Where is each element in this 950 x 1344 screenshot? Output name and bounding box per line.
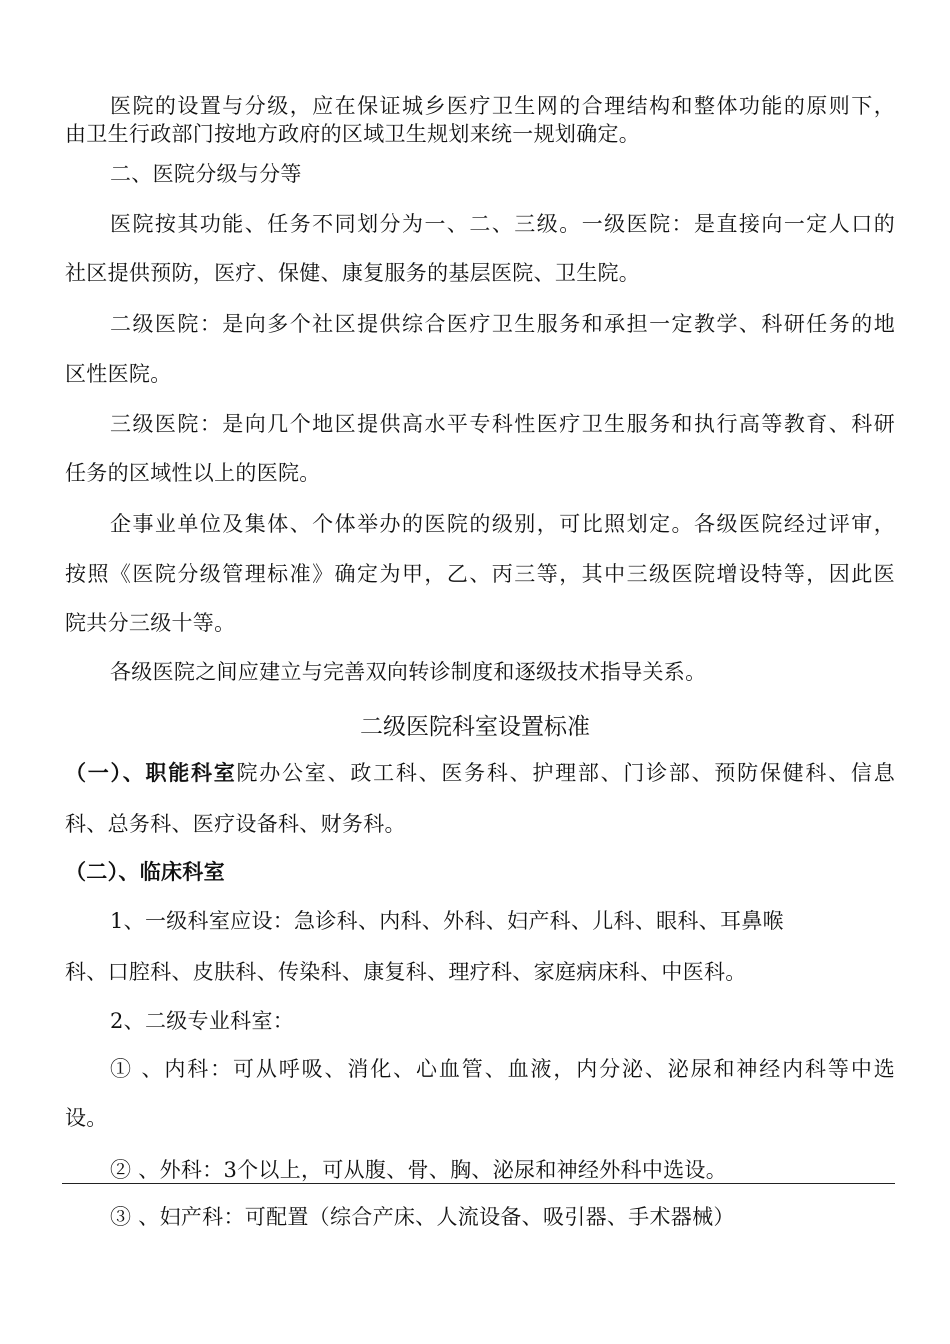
functional-departments-line-2: 科、总务科、医疗设备科、财务科。 (65, 812, 406, 836)
paragraph-4-line-1: 三级医院：是向几个地区提供高水平专科性医疗卫生服务和执行高等教育、科研 (110, 412, 895, 436)
sub-item-1-line-1: ① 、内科：可从呼吸、消化、心血管、血液，内分泌、泌尿和神经内科等中选 (110, 1057, 895, 1081)
paragraph-2-line-1: 医院按其功能、任务不同划分为一、二、三级。一级医院：是直接向一定人口的 (110, 212, 895, 236)
paragraph-4-line-2: 任务的区域性以上的医院。 (65, 461, 321, 485)
item-2: 2、二级专业科室： (110, 1009, 295, 1033)
functional-departments-label: （一）、职能科室 (65, 761, 237, 785)
sub-item-3: ③ 、妇产科：可配置（综合产床、人流设备、吸引器、手术器械） (110, 1205, 735, 1229)
paragraph-1-line-2: 由卫生行政部门按地方政府的区域卫生规划来统一规划确定。 (65, 122, 641, 146)
heading-hospital-grading: 二、医院分级与分等 (110, 162, 302, 186)
paragraph-5-line-1: 企事业单位及集体、个体举办的医院的级别，可比照划定。各级医院经过评审， (110, 512, 895, 536)
paragraph-3-line-1: 二级医院：是向多个社区提供综合医疗卫生服务和承担一定教学、科研任务的地 (110, 312, 895, 336)
paragraph-1-line-1: 医院的设置与分级，应在保证城乡医疗卫生网的合理结构和整体功能的原则下， (110, 94, 895, 118)
section-title: 二级医院科室设置标准 (360, 714, 590, 740)
sub-item-2: ② 、外科：3个以上，可从腹、骨、胸、泌尿和神经外科中选设。 (110, 1158, 728, 1182)
paragraph-2-line-2: 社区提供预防，医疗、保健、康复服务的基层医院、卫生院。 (65, 261, 641, 285)
functional-departments-list: 院办公室、政工科、医务科、护理部、门诊部、预防保健科、信息 (236, 761, 895, 785)
item-1-line-1: 1、一级科室应设：急诊科、内科、外科、妇产科、儿科、眼科、耳鼻喉 (110, 909, 784, 933)
sub-item-1-line-2: 设。 (65, 1106, 108, 1130)
clinical-departments-label: （二）、临床科室 (65, 860, 225, 884)
paragraph-6-line-1: 各级医院之间应建立与完善双向转诊制度和逐级技术指导关系。 (110, 660, 707, 684)
item-1-line-2: 科、口腔科、皮肤科、传染科、康复科、理疗科、家庭病床科、中医科。 (65, 960, 747, 984)
paragraph-3-line-2: 区性医院。 (65, 362, 172, 386)
paragraph-5-line-2: 按照《医院分级管理标准》确定为甲，乙、丙三等，其中三级医院增设特等，因此医 (65, 562, 895, 586)
paragraph-5-line-3: 院共分三级十等。 (65, 611, 236, 635)
horizontal-rule (62, 1183, 895, 1184)
functional-departments-line-1 (65, 759, 895, 787)
